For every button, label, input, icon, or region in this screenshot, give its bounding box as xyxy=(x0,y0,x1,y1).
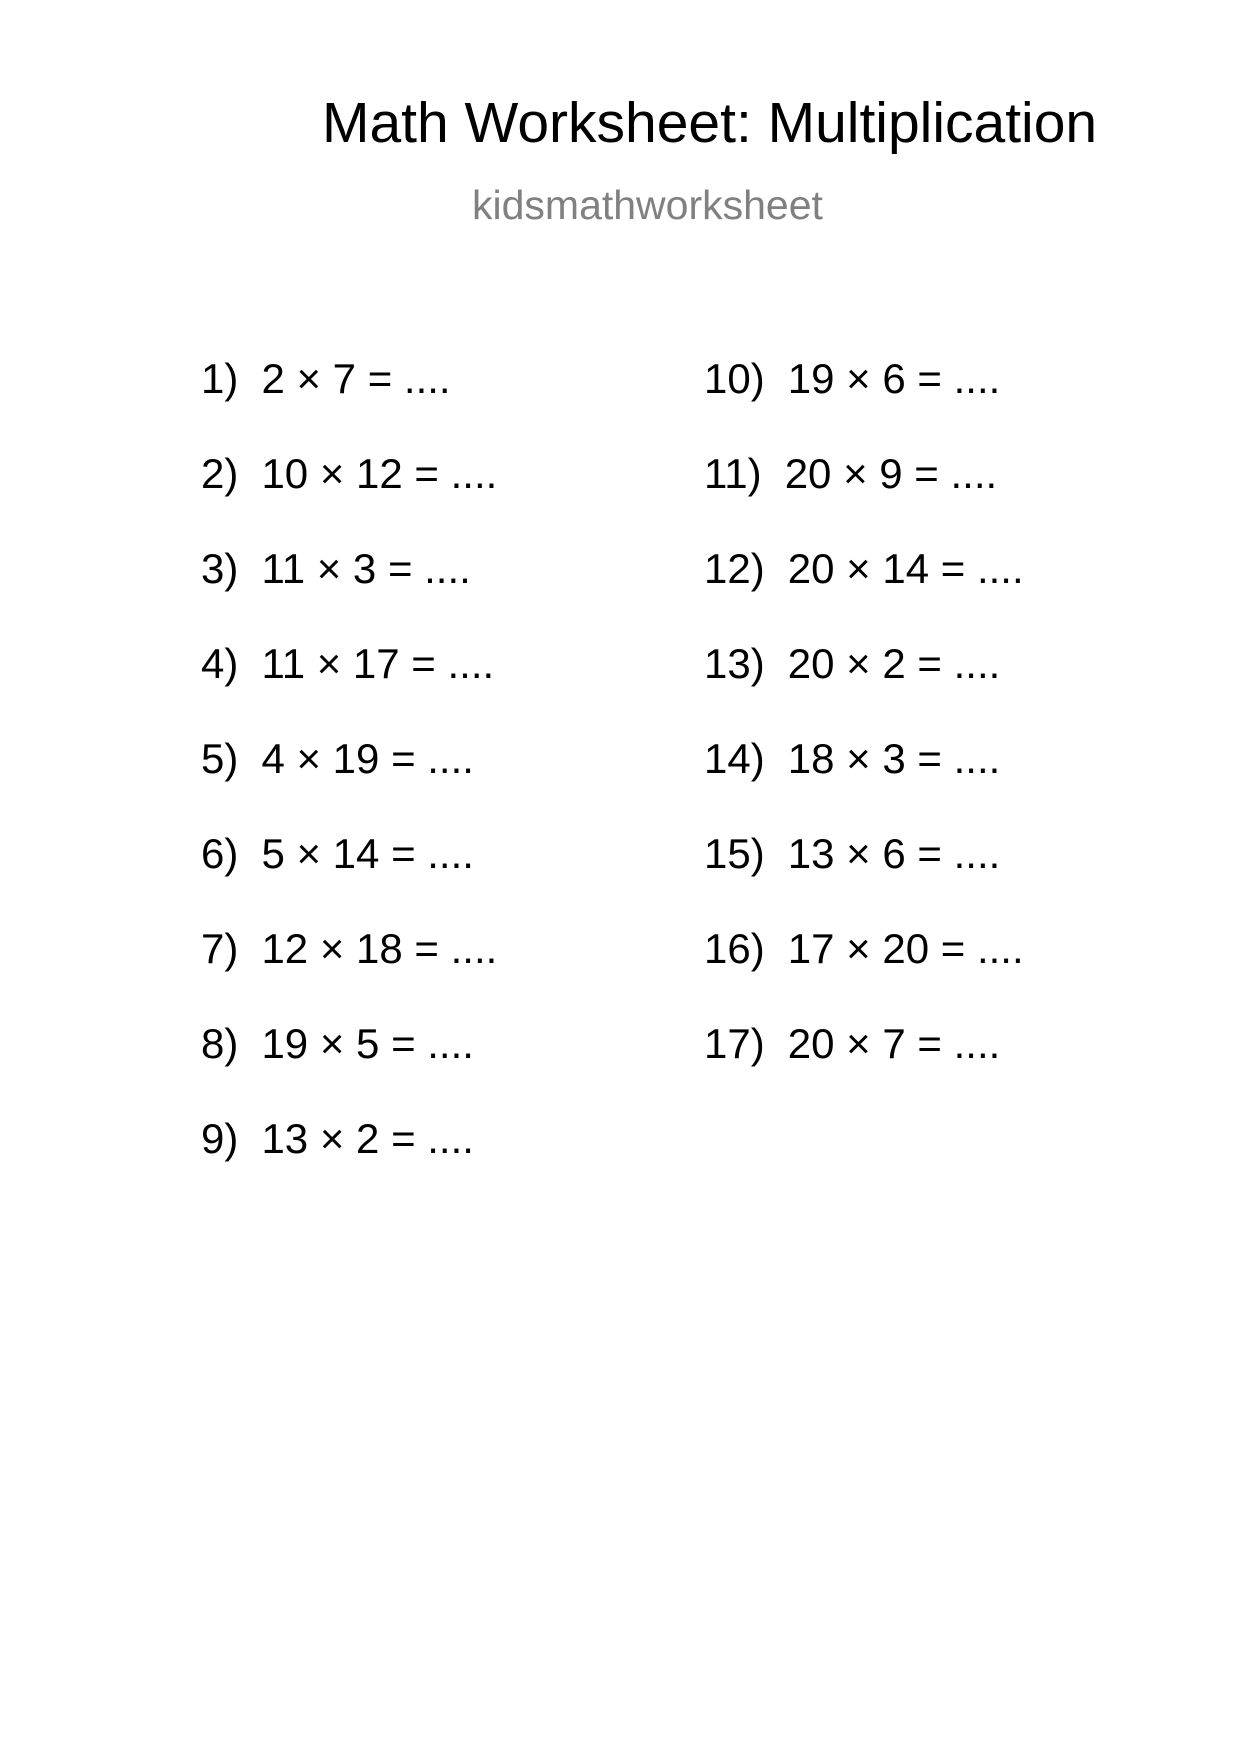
problem-expression: 10 × 12 = .... xyxy=(261,450,498,497)
problem-expression: 17 × 20 = .... xyxy=(787,925,1024,972)
problem-item xyxy=(704,925,1024,972)
problem-expression: 18 × 3 = .... xyxy=(787,735,1001,782)
problem-expression: 4 × 19 = .... xyxy=(261,735,474,782)
problem-number: 9) xyxy=(201,1115,239,1162)
problem-item xyxy=(201,925,498,972)
problem-expression: 13 × 6 = .... xyxy=(787,830,1001,877)
problem-expression: 13 × 2 = .... xyxy=(261,1115,474,1162)
problem-number: 3) xyxy=(201,545,239,592)
problem-number: 8) xyxy=(201,1020,239,1067)
problem-item xyxy=(704,830,1001,877)
problem-expression: 19 × 6 = .... xyxy=(787,355,1001,402)
problem-expression: 5 × 14 = .... xyxy=(261,830,474,877)
problem-item xyxy=(704,1020,1001,1067)
problem-item xyxy=(201,355,451,402)
problem-number: 4) xyxy=(201,640,239,687)
problem-expression: 20 × 7 = .... xyxy=(787,1020,1001,1067)
problem-number: 14) xyxy=(704,735,765,782)
problem-expression: 11 × 3 = .... xyxy=(261,545,471,592)
page-title: Math Worksheet: Multiplication xyxy=(322,91,1098,155)
problem-number: 6) xyxy=(201,830,239,877)
problem-expression: 20 × 2 = .... xyxy=(787,640,1001,687)
problem-number: 5) xyxy=(201,735,239,782)
problem-item xyxy=(201,450,498,497)
problem-number: 1) xyxy=(201,355,239,402)
problem-item xyxy=(704,545,1024,592)
page-subtitle: kidsmathworksheet xyxy=(472,182,823,228)
problem-item xyxy=(201,1020,474,1067)
problem-item xyxy=(201,545,471,592)
problem-number: 10) xyxy=(704,355,765,402)
problem-item xyxy=(201,830,474,877)
problem-expression: 2 × 7 = .... xyxy=(261,355,451,402)
problem-number: 12) xyxy=(704,545,765,592)
problem-item xyxy=(704,450,998,497)
problem-item xyxy=(201,735,474,782)
problem-expression: 19 × 5 = .... xyxy=(261,1020,474,1067)
problem-item xyxy=(704,640,1001,687)
problem-item xyxy=(201,1115,474,1162)
problem-expression: 20 × 9 = .... xyxy=(784,450,998,497)
problem-number: 17) xyxy=(704,1020,765,1067)
problem-number: 16) xyxy=(704,925,765,972)
problem-item xyxy=(201,640,495,687)
problem-number: 15) xyxy=(704,830,765,877)
problem-number: 7) xyxy=(201,925,239,972)
problem-number: 13) xyxy=(704,640,765,687)
problem-expression: 20 × 14 = .... xyxy=(787,545,1024,592)
problem-expression: 12 × 18 = .... xyxy=(261,925,498,972)
problem-number: 2) xyxy=(201,450,239,497)
problem-item xyxy=(704,735,1001,782)
problem-item xyxy=(704,355,1001,402)
problem-expression: 11 × 17 = .... xyxy=(261,640,495,687)
problem-number: 11) xyxy=(704,450,762,497)
